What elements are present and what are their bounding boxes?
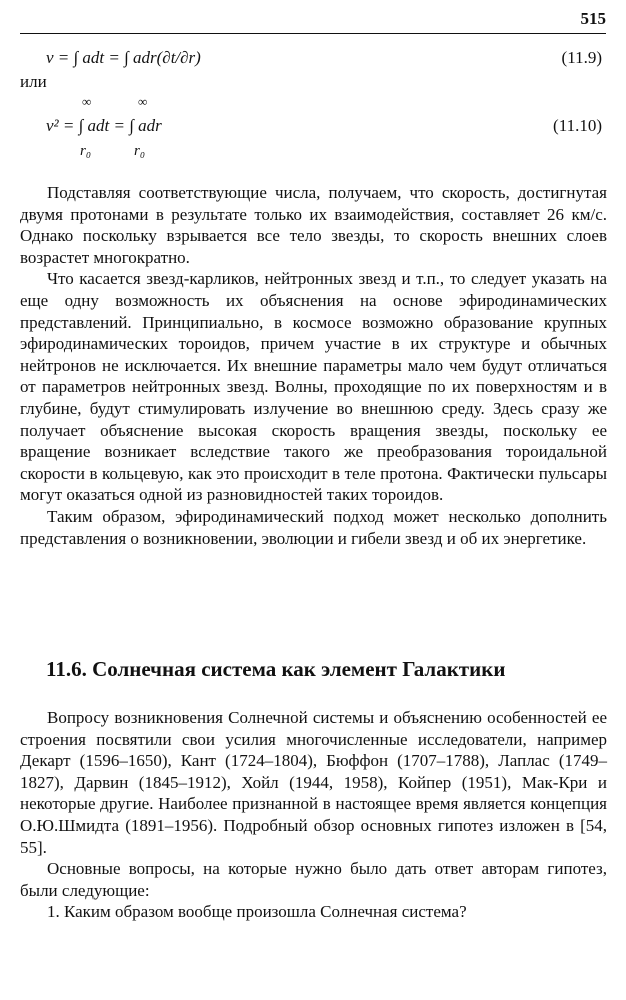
section-heading: 11.6. Солнечная система как элемент Галактики (46, 657, 506, 681)
upper-limit-1: ∞ (82, 94, 92, 109)
lower-limit-1: r₀ (80, 143, 92, 159)
upper-limit-2: ∞ (138, 94, 148, 109)
equation-connector: или (20, 72, 47, 91)
header-rule (20, 33, 606, 34)
paragraph: Таким образом, эфиродинамический подход может несколько дополнить представления о возникновении, эволюции и гибели звезд и об их энергетике. (20, 506, 607, 548)
paragraph: Вопросу возникновения Солнечной системы и объяснению особенностей ее строения посвятили свои усилия многочисленные исследователи, например Декарт (1596–1650), Кант (1724–1804), Бюффон (1707–1788), Лаплас (1749–1827), Дарвин (1845–1912), Хойл (1944, 1958), Койпер (1951), Мак-Кри и некоторые другие. Наиболее признанной в настоящее время является концепция О.Ю.Шмидта (1891–1956). Подробный обзор основных гипотез изложен в [54, 55]. (20, 708, 607, 857)
equation-11-9: v = ∫ adt = ∫ adr(∂t/∂r) (46, 48, 201, 67)
list-item: 1. Каким образом вообще произошла Солнечная система? (47, 902, 467, 922)
paragraph: Основные вопросы, на которые нужно было дать ответ авторам гипотез, были следующие: (20, 859, 607, 900)
equation-number-11-10: (11.10) (553, 116, 602, 135)
paragraph: Что касается звезд-карликов, нейтронных звезд и т.п., то следует указать на еще одну возможность их объяснения на основе эфиродинамических представлений. Принципиально, в космосе возможно образование крупных эфиродинамических тороидов, причем участие в их структуре и обычных нейтронов не исключается. Их внешние параметры мало чем будут отличаться от параметров нейтронных звезд. Волны, проходящие по их поверхностям и в глубине, будут стимулировать излучение во внешнюю среду. Здесь сразу же получает объяснение высокая скорость вращения звезды, поскольку ее вращение возникает вследствие такого же преобразования тороидальной скорости в кольцевую, как это происходит в теле протона. Фактически пульсары могут оказаться одной из разновидностей таких тороидов. (20, 269, 607, 505)
equation-number-11-9: (11.9) (561, 48, 602, 67)
page-number: 515 (580, 9, 606, 28)
equation-11-10: v² = ∫ adt = ∫ adr (46, 116, 162, 135)
body-text-top (20, 182, 607, 549)
lower-limit-2: r₀ (134, 143, 146, 159)
body-text-bottom (20, 707, 607, 923)
paragraph: Подставляя соответствующие числа, получаем, что скорость, достигнутая двумя протонами в результате только их взаимодействия, составляет 26 км/с. Однако поскольку взрывается все тело звезды, то скорость внешних слоев возрастет многократно. (20, 183, 607, 267)
